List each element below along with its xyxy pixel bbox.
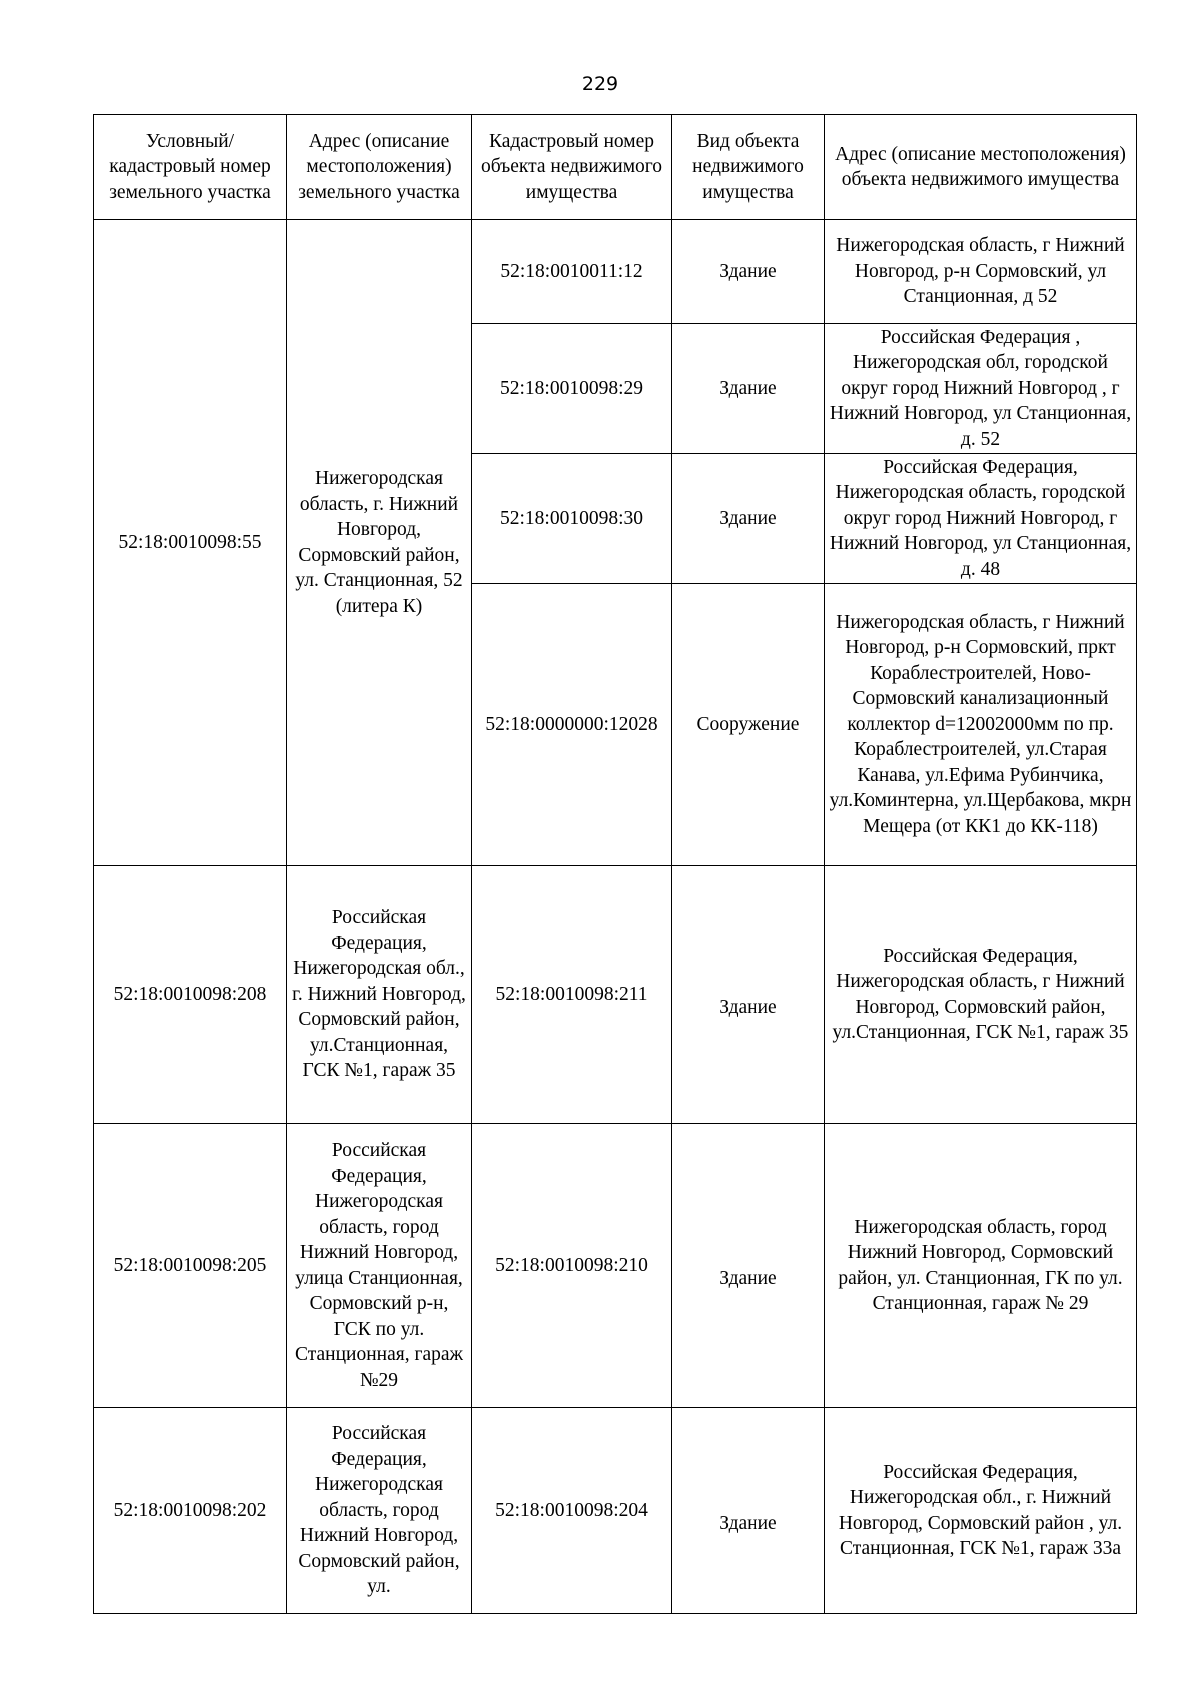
property-type-cell <box>672 1124 825 1408</box>
land-number-cell: 52:18:0010098:55 <box>94 220 287 866</box>
property-type-label: Здание <box>719 1267 777 1289</box>
property-address-cell: Российская Федерация, Нижегородская область, г Нижний Новгород, Сормовский район, ул.Станционная, ГСК №1, гараж 35 <box>825 866 1137 1124</box>
land-number-cell: 52:18:0010098:208 <box>94 866 287 1124</box>
property-address-cell: Российская Федерация, Нижегородская обл., г. Нижний Новгород, Сормовский район , ул. Станционная, ГСК №1, гараж 33а <box>825 1408 1137 1614</box>
property-type-label: Здание <box>719 996 777 1018</box>
property-address-cell: Российская Федерация, Нижегородская область, городской округ город Нижний Новгород, г Нижний Новгород, ул Станционная, д. 48 <box>825 454 1137 584</box>
land-property-table <box>93 114 1137 1614</box>
property-address-cell: Нижегородская область, г Нижний Новгород, р-н Сормовский, пркт Кораблестроителей, Ново-Сормовский канализационный коллектор d=12002000мм по пр. Кораблестроителей, ул.Старая Канава, ул.Ефима Рубинчика, ул.Коминтерна, ул.Щербакова, мкрн Мещера (от КК1 до КК-118) <box>825 584 1137 866</box>
property-address-cell: Нижегородская область, город Нижний Новгород, Сормовский район, ул. Станционная, ГК по ул. Станционная, гараж № 29 <box>825 1124 1137 1408</box>
land-number-cell: 52:18:0010098:205 <box>94 1124 287 1408</box>
property-number-cell: 52:18:0010098:211 <box>472 866 672 1124</box>
land-address-cell: Российская Федерация, Нижегородская область, город Нижний Новгород, улица Станционная, Сормовский р-н, ГСК по ул. Станционная, гараж №29 <box>287 1124 472 1408</box>
property-address-cell: Российская Федерация , Нижегородская обл, городской округ город Нижний Новгород , г Нижний Новгород, ул Станционная, д. 52 <box>825 324 1137 454</box>
property-number-cell: 52:18:0010011:12 <box>472 220 672 324</box>
page-number: 229 <box>581 73 619 95</box>
land-address-cell: Российская Федерация, Нижегородская область, город Нижний Новгород, Сормовский район, ул. <box>287 1408 472 1614</box>
header-property-number: Кадастровый номер объекта недвижимого имущества <box>472 115 672 220</box>
property-type-cell: Сооружение <box>672 584 825 866</box>
table-row <box>94 220 1137 324</box>
property-type-label: Здание <box>719 1512 777 1534</box>
property-number-cell: 52:18:0010098:30 <box>472 454 672 584</box>
header-property-address: Адрес (описание местоположения) объекта недвижимого имущества <box>825 115 1137 220</box>
property-type-cell <box>672 1408 825 1614</box>
land-address-cell: Российская Федерация, Нижегородская обл., г. Нижний Новгород, Сормовский район, ул.Станционная, ГСК №1, гараж 35 <box>287 866 472 1124</box>
header-land-address: Адрес (описание местоположения) земельного участка <box>287 115 472 220</box>
table-header-row <box>94 115 1137 220</box>
land-number-cell: 52:18:0010098:202 <box>94 1408 287 1614</box>
property-number-cell: 52:18:0000000:12028 <box>472 584 672 866</box>
table-row <box>94 866 1137 1124</box>
property-type-cell: Здание <box>672 220 825 324</box>
property-type-cell: Здание <box>672 454 825 584</box>
property-type-cell <box>672 866 825 1124</box>
property-number-cell: 52:18:0010098:204 <box>472 1408 672 1614</box>
property-address-cell: Нижегородская область, г Нижний Новгород, р-н Сормовский, ул Станционная, д 52 <box>825 220 1137 324</box>
table-row <box>94 1124 1137 1408</box>
property-type-cell: Здание <box>672 324 825 454</box>
property-number-cell: 52:18:0010098:29 <box>472 324 672 454</box>
header-property-type: Вид объекта недвижимого имущества <box>672 115 825 220</box>
property-number-cell: 52:18:0010098:210 <box>472 1124 672 1408</box>
header-land-number: Условный/ кадастровый номер земельного участка <box>94 115 287 220</box>
land-address-cell: Нижегородская область, г. Нижний Новгород, Сормовский район, ул. Станционная, 52 (литера К) <box>287 220 472 866</box>
table-row <box>94 1408 1137 1614</box>
